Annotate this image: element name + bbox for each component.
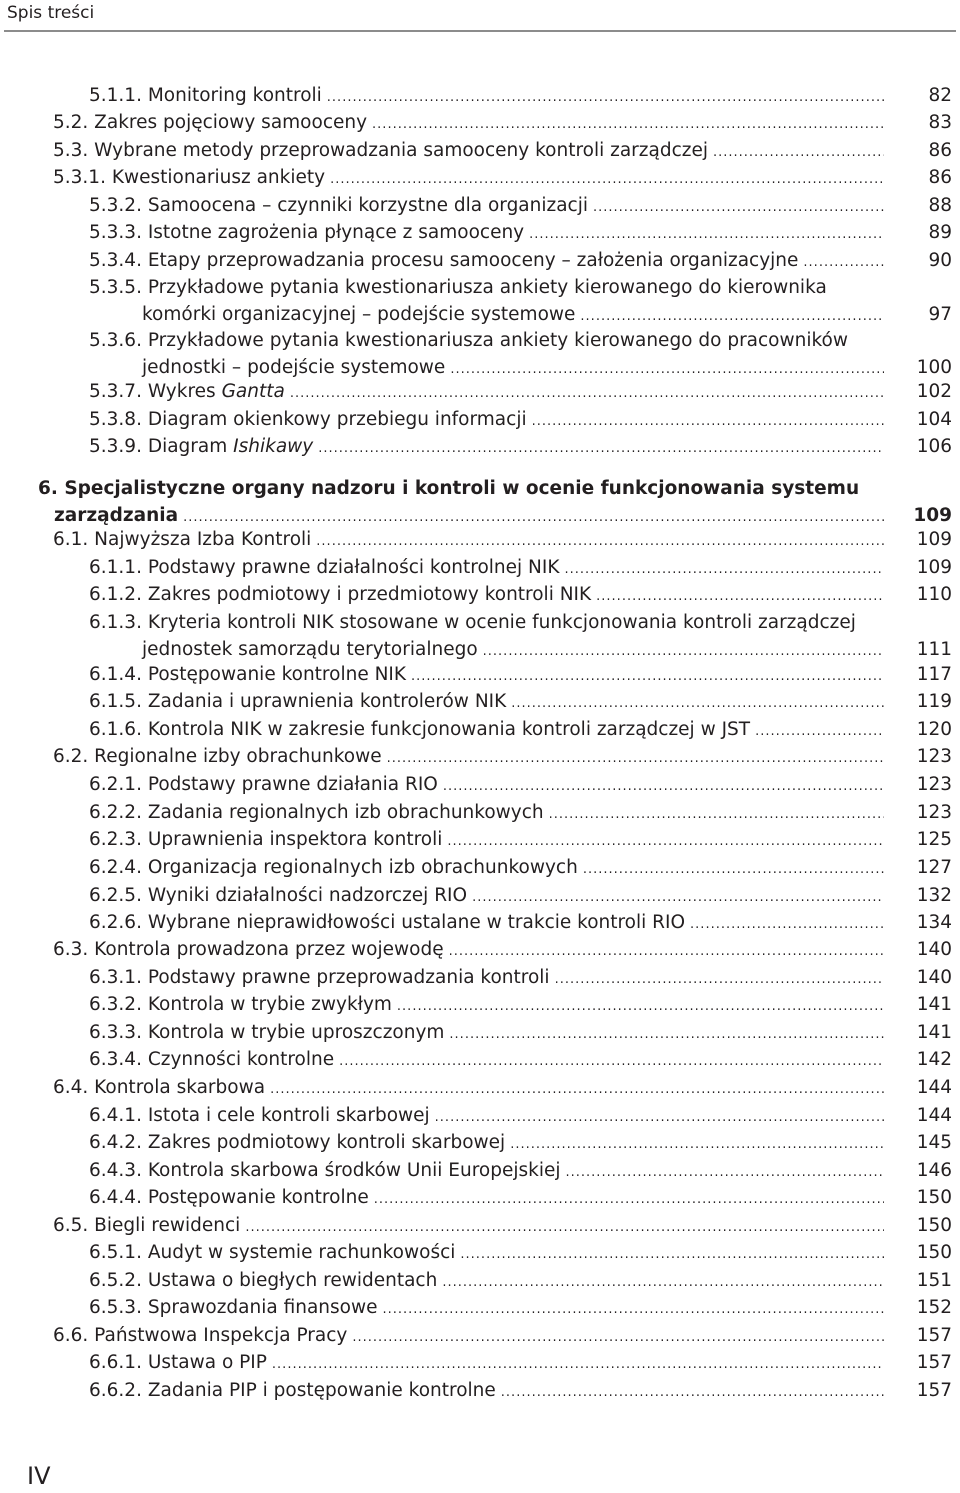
toc-entry-line xyxy=(89,303,884,330)
toc-entry-line xyxy=(89,1296,884,1323)
toc-entry-title xyxy=(89,966,884,993)
toc-entry-line xyxy=(89,966,884,993)
toc-entry-text: jednostek samorządu terytorialnego xyxy=(142,639,478,661)
toc-entry-title xyxy=(89,1186,884,1213)
toc-page-number: 97 xyxy=(928,304,952,326)
toc-page-number: 151 xyxy=(916,1270,952,1291)
toc-page-number: 123 xyxy=(916,802,952,823)
dot-leader xyxy=(803,251,884,275)
toc-entry-line xyxy=(89,718,884,745)
toc-entry-title xyxy=(53,1214,884,1241)
toc-page-number: 144 xyxy=(916,1105,952,1126)
toc-entry-text: 6.1.2. Zakres podmiotowy i przedmiotowy kontroli NIK xyxy=(89,584,592,605)
toc-entry-text: 6.2.6. Wybrane nieprawidłowości ustalane w trakcie kontroli RIO xyxy=(89,912,686,933)
toc-entry-text: 5.3.6. Przykładowe pytania kwestionariusza ankiety kierowanego do pracowników xyxy=(89,330,848,351)
dot-leader xyxy=(593,196,884,220)
toc-entry-title xyxy=(89,828,884,855)
toc-entry-line xyxy=(89,911,884,938)
toc-entry-text: 6.3.4. Czynności kontrolne xyxy=(89,1049,335,1070)
dot-leader xyxy=(555,968,884,992)
dot-leader xyxy=(460,1243,884,1267)
toc-entry-line xyxy=(89,663,884,690)
toc-page-number: 83 xyxy=(928,112,952,133)
toc-page-number: 119 xyxy=(916,691,952,712)
toc-entry-title xyxy=(89,1048,884,1075)
toc-entry-line xyxy=(89,435,884,462)
toc-entry-line xyxy=(89,638,884,665)
toc-page-number: 157 xyxy=(916,1325,952,1346)
dot-leader xyxy=(472,886,884,910)
toc-page-number: 144 xyxy=(916,1077,952,1098)
toc-entry-line xyxy=(89,380,884,407)
toc-entry-line xyxy=(53,1214,884,1241)
toc-entry-title xyxy=(89,249,884,276)
dot-leader xyxy=(713,141,884,165)
toc-entry-line xyxy=(89,1269,884,1296)
toc-entry-text: 6.6.1. Ustawa o PIP xyxy=(89,1352,267,1373)
toc-entry-text: 5.3.3. Istotne zagrożenia płynące z samooceny xyxy=(89,222,525,243)
toc-entry-text: 5.3.8. Diagram okienkowy przebiegu informacji xyxy=(89,409,527,430)
toc-entry-title xyxy=(89,1021,884,1048)
toc-page-number: 110 xyxy=(916,584,952,605)
toc-page-number: 140 xyxy=(916,967,952,988)
toc-entry-title xyxy=(89,1379,884,1406)
toc-entry-title xyxy=(89,1269,884,1296)
toc-entry-line xyxy=(38,477,884,504)
dot-leader xyxy=(397,995,884,1019)
toc-entry-line xyxy=(89,194,884,221)
dot-leader xyxy=(580,305,884,329)
toc-page-number: 150 xyxy=(916,1187,952,1208)
toc-entry-text: 5.1.1. Monitoring kontroli xyxy=(89,85,322,106)
dot-leader xyxy=(372,113,884,137)
toc-entry-text: 5.3.2. Samoocena – czynniki korzystne dla organizacji xyxy=(89,195,589,216)
toc-entry-title xyxy=(89,773,884,800)
toc-page-number: 132 xyxy=(916,885,952,906)
toc-entry-title xyxy=(89,435,884,462)
toc-page-number: 86 xyxy=(928,140,952,161)
toc-entry-text: 5.3.5. Przykładowe pytania kwestionariusza ankiety kierowanego do kierownika xyxy=(89,277,827,298)
toc-entry-title xyxy=(53,1324,884,1351)
toc-page-number: 146 xyxy=(916,1160,952,1181)
toc-entry-text: 5.3.7. Wykres Gantta xyxy=(89,381,285,402)
toc-entry-text: 6.4.3. Kontrola skarbowa środków Unii Europejskiej xyxy=(89,1160,561,1181)
dot-leader xyxy=(270,1078,884,1102)
dot-leader xyxy=(245,1216,884,1240)
toc-entry-title xyxy=(89,663,884,690)
toc-entry-title xyxy=(89,690,884,717)
toc-entry-line xyxy=(89,690,884,717)
toc-entry-line xyxy=(89,221,884,248)
toc-page-number: 134 xyxy=(916,912,952,933)
toc-entry-text: 6.5.2. Ustawa o biegłych rewidentach xyxy=(89,1270,438,1291)
toc-page-number: 140 xyxy=(916,939,952,960)
toc-entry-line xyxy=(89,276,884,303)
toc-entry-title xyxy=(53,166,884,193)
toc-page-number: 89 xyxy=(928,222,952,243)
toc-page-number: 86 xyxy=(928,167,952,188)
toc-entry-text: 5.3.1. Kwestionariusz ankiety xyxy=(53,167,326,188)
toc-entry-text: 6.6. Państwowa Inspekcja Pracy xyxy=(53,1325,348,1346)
toc-entry-title xyxy=(89,221,884,248)
toc-entry-text: 6.6.2. Zadania PIP i postępowanie kontrolne xyxy=(89,1380,496,1401)
toc-entry-text: 6.5. Biegli rewidenci xyxy=(53,1215,241,1236)
toc-entry-title xyxy=(89,884,884,911)
dot-leader xyxy=(435,1106,884,1130)
italic-term: Gantta xyxy=(221,381,285,402)
toc-entry-line xyxy=(89,611,884,638)
toc-entry-line xyxy=(89,84,884,111)
page-header xyxy=(0,0,960,30)
toc-page-number: 102 xyxy=(916,381,952,402)
dot-leader xyxy=(449,940,884,964)
dot-leader xyxy=(510,1133,884,1157)
toc-page-number: 127 xyxy=(916,857,952,878)
toc-entry-line xyxy=(89,1104,884,1131)
toc-entry-title xyxy=(89,1104,884,1131)
dot-leader xyxy=(383,1298,885,1322)
toc-entry-line xyxy=(89,1379,884,1406)
dot-leader xyxy=(183,506,884,530)
toc-entry-line xyxy=(89,993,884,1020)
toc-entry-text: zarządzania xyxy=(54,505,179,527)
toc-entry-text: 6.3.3. Kontrola w trybie uproszczonym xyxy=(89,1022,445,1043)
toc-entry-text: 6.2.1. Podstawy prawne działania RIO xyxy=(89,774,438,795)
toc-page-number: 120 xyxy=(916,719,952,740)
toc-entry-title xyxy=(89,1159,884,1186)
dot-leader xyxy=(549,803,884,827)
toc-page-number: 150 xyxy=(916,1215,952,1236)
dot-leader xyxy=(450,358,884,382)
toc-entry-text: komórki organizacyjnej – podejście systemowe xyxy=(142,304,576,326)
toc-entry-line xyxy=(89,1351,884,1378)
toc-entry-text: 5.3.4. Etapy przeprowadzania procesu samooceny – założenia organizacyjne xyxy=(89,250,799,271)
toc-entry-line xyxy=(53,111,884,138)
dot-leader xyxy=(511,692,884,716)
dot-leader xyxy=(483,640,884,664)
dot-leader xyxy=(330,168,884,192)
toc-entry-text: 5.3.9. Diagram Ishikawy xyxy=(89,436,314,457)
toc-page-number: 145 xyxy=(916,1132,952,1153)
toc-entry-line xyxy=(89,1159,884,1186)
header-rule xyxy=(4,30,956,32)
toc-entry-text: 6.2.4. Organizacja regionalnych izb obrachunkowych xyxy=(89,857,578,878)
dot-leader xyxy=(339,1050,884,1074)
dot-leader xyxy=(443,775,884,799)
dot-leader xyxy=(690,913,884,937)
toc-entry-line xyxy=(89,329,884,356)
toc-entry-text: 5.3. Wybrane metody przeprowadzania samooceny kontroli zarządczej xyxy=(53,140,708,161)
toc-entry-title xyxy=(89,380,884,407)
toc-entry-text: 6.5.1. Audyt w systemie rachunkowości xyxy=(89,1242,456,1263)
toc-entry-text: 6.4.1. Istota i cele kontroli skarbowej xyxy=(89,1105,430,1126)
toc-entry-text: 6.1.5. Zadania i uprawnienia kontrolerów NIK xyxy=(89,691,507,712)
toc-page-number: 152 xyxy=(916,1297,952,1318)
toc-entry-title xyxy=(53,528,884,555)
toc-entry-line xyxy=(89,856,884,883)
toc-entry-text: jednostki – podejście systemowe xyxy=(142,357,446,379)
toc-entry-text: 6.3. Kontrola prowadzona przez wojewodę xyxy=(53,939,444,960)
toc-entry-text: 6.3.2. Kontrola w trybie zwykłym xyxy=(89,994,392,1015)
toc-page-number: 100 xyxy=(916,357,952,379)
toc-entry-line xyxy=(89,1048,884,1075)
toc-entry-text: 6.2.5. Wyniki działalności nadzorczej RIO xyxy=(89,885,468,906)
toc-page-number: 106 xyxy=(916,436,952,457)
toc-entry-line xyxy=(89,828,884,855)
toc-entry-line xyxy=(89,1241,884,1268)
toc-page-number: 141 xyxy=(916,994,952,1015)
dot-leader xyxy=(442,1271,884,1295)
toc-entry-title xyxy=(89,911,884,938)
toc-entry-title xyxy=(89,1131,884,1158)
toc-entry-title xyxy=(89,408,884,435)
dot-leader xyxy=(755,720,884,744)
dot-leader xyxy=(327,86,884,110)
toc-entry-title xyxy=(89,329,884,384)
toc-entry-line xyxy=(53,938,884,965)
toc-entry-line xyxy=(53,1076,884,1103)
toc-entry-text: 6.1.4. Postępowanie kontrolne NIK xyxy=(89,664,407,685)
toc-page-number: 123 xyxy=(916,774,952,795)
toc-entry-line xyxy=(89,556,884,583)
toc-entry-text: 6.2. Regionalne izby obrachunkowe xyxy=(53,746,382,767)
dot-leader xyxy=(583,858,884,882)
toc-entry-line xyxy=(53,139,884,166)
dot-leader xyxy=(374,1188,884,1212)
dot-leader xyxy=(387,747,884,771)
toc-entry-title xyxy=(89,1296,884,1323)
toc-page-number: 141 xyxy=(916,1022,952,1043)
dot-leader xyxy=(352,1326,884,1350)
toc-entry-text: 6.1.1. Podstawy prawne działalności kontrolnej NIK xyxy=(89,557,560,578)
toc-entry-line xyxy=(53,745,884,772)
toc-entry-line xyxy=(89,583,884,610)
toc-page-number: 123 xyxy=(916,746,952,767)
toc-page-number: 88 xyxy=(928,195,952,216)
toc-page-number: 142 xyxy=(916,1049,952,1070)
toc-entry-text: 5.2. Zakres pojęciowy samooceny xyxy=(53,112,368,133)
toc-page-number: 111 xyxy=(916,639,952,661)
toc-entry-title xyxy=(53,111,884,138)
toc-entry-line xyxy=(89,1021,884,1048)
toc-entry-title xyxy=(53,139,884,166)
dot-leader xyxy=(272,1353,884,1377)
toc-entry-title xyxy=(89,1241,884,1268)
toc-page-number: 109 xyxy=(913,505,952,527)
toc-entry-title xyxy=(53,1076,884,1103)
toc-page-number: 157 xyxy=(916,1380,952,1401)
toc-page-number: 90 xyxy=(928,250,952,271)
toc-page-number: 109 xyxy=(916,529,952,550)
toc-entry-text: 6.4. Kontrola skarbowa xyxy=(53,1077,266,1098)
italic-term: Ishikawy xyxy=(233,436,314,457)
dot-leader xyxy=(596,585,884,609)
toc-entry-text: 6. Specjalistyczne organy nadzoru i kontroli w ocenie funkcjonowania systemu xyxy=(38,478,860,499)
dot-leader xyxy=(449,1023,884,1047)
dot-leader xyxy=(529,223,884,247)
toc-entry-text: 6.2.3. Uprawnienia inspektora kontroli xyxy=(89,829,443,850)
toc-entry-title xyxy=(89,856,884,883)
toc-page-number: 150 xyxy=(916,1242,952,1263)
toc-page-number: 157 xyxy=(916,1352,952,1373)
dot-leader xyxy=(318,437,884,461)
toc-entry-title xyxy=(89,718,884,745)
toc-entry-title xyxy=(89,276,884,331)
page-number: IV xyxy=(27,1462,51,1490)
toc-entry-title xyxy=(89,194,884,221)
toc-entry-line xyxy=(53,528,884,555)
toc-entry-title xyxy=(53,745,884,772)
dot-leader xyxy=(411,665,884,689)
toc-entry-text: 6.1.6. Kontrola NIK w zakresie funkcjonowania kontroli zarządczej w JST xyxy=(89,719,751,740)
toc-entry-text: 6.3.1. Podstawy prawne przeprowadzania kontroli xyxy=(89,967,550,988)
toc-entry-text: 6.4.4. Postępowanie kontrolne xyxy=(89,1187,369,1208)
toc-page-number: 117 xyxy=(916,664,952,685)
toc-entry-title xyxy=(89,611,884,666)
toc-entry-line xyxy=(89,801,884,828)
toc-entry-title xyxy=(89,84,884,111)
toc-entry-line xyxy=(53,1324,884,1351)
toc-entry-title xyxy=(89,556,884,583)
toc-entry-line xyxy=(89,1186,884,1213)
dot-leader xyxy=(316,530,884,554)
dot-leader xyxy=(532,410,884,434)
toc-entry-text: 6.4.2. Zakres podmiotowy kontroli skarbowej xyxy=(89,1132,506,1153)
toc-entry-title xyxy=(89,1351,884,1378)
toc-entry-line xyxy=(89,408,884,435)
toc-entry-title xyxy=(89,801,884,828)
toc-entry-line xyxy=(89,249,884,276)
toc-entry-text: 6.5.3. Sprawozdania finansowe xyxy=(89,1297,378,1318)
dot-leader xyxy=(290,382,884,406)
dot-leader xyxy=(565,558,885,582)
toc-page-number: 82 xyxy=(928,85,952,106)
toc-entry-text: 6.1.3. Kryteria kontroli NIK stosowane w ocenie funkcjonowania kontroli zarządczej xyxy=(89,612,856,633)
toc-entry-title xyxy=(53,938,884,965)
toc-entry-title xyxy=(89,993,884,1020)
dot-leader xyxy=(447,830,884,854)
toc-entry-line xyxy=(53,166,884,193)
toc-entry-text: 6.1. Najwyższa Izba Kontroli xyxy=(53,529,312,550)
toc-entry-line xyxy=(89,884,884,911)
toc-entry-title xyxy=(89,583,884,610)
toc-entry-line xyxy=(89,773,884,800)
toc-page-number: 109 xyxy=(916,557,952,578)
toc-entry-title xyxy=(38,477,884,532)
dot-leader xyxy=(566,1161,884,1185)
toc-entry-line xyxy=(89,1131,884,1158)
toc-entry-text: 6.2.2. Zadania regionalnych izb obrachunkowych xyxy=(89,802,544,823)
toc-page-number: 125 xyxy=(916,829,952,850)
page-title: Spis treści xyxy=(7,3,95,23)
toc-page-number: 104 xyxy=(916,409,952,430)
dot-leader xyxy=(501,1381,884,1405)
